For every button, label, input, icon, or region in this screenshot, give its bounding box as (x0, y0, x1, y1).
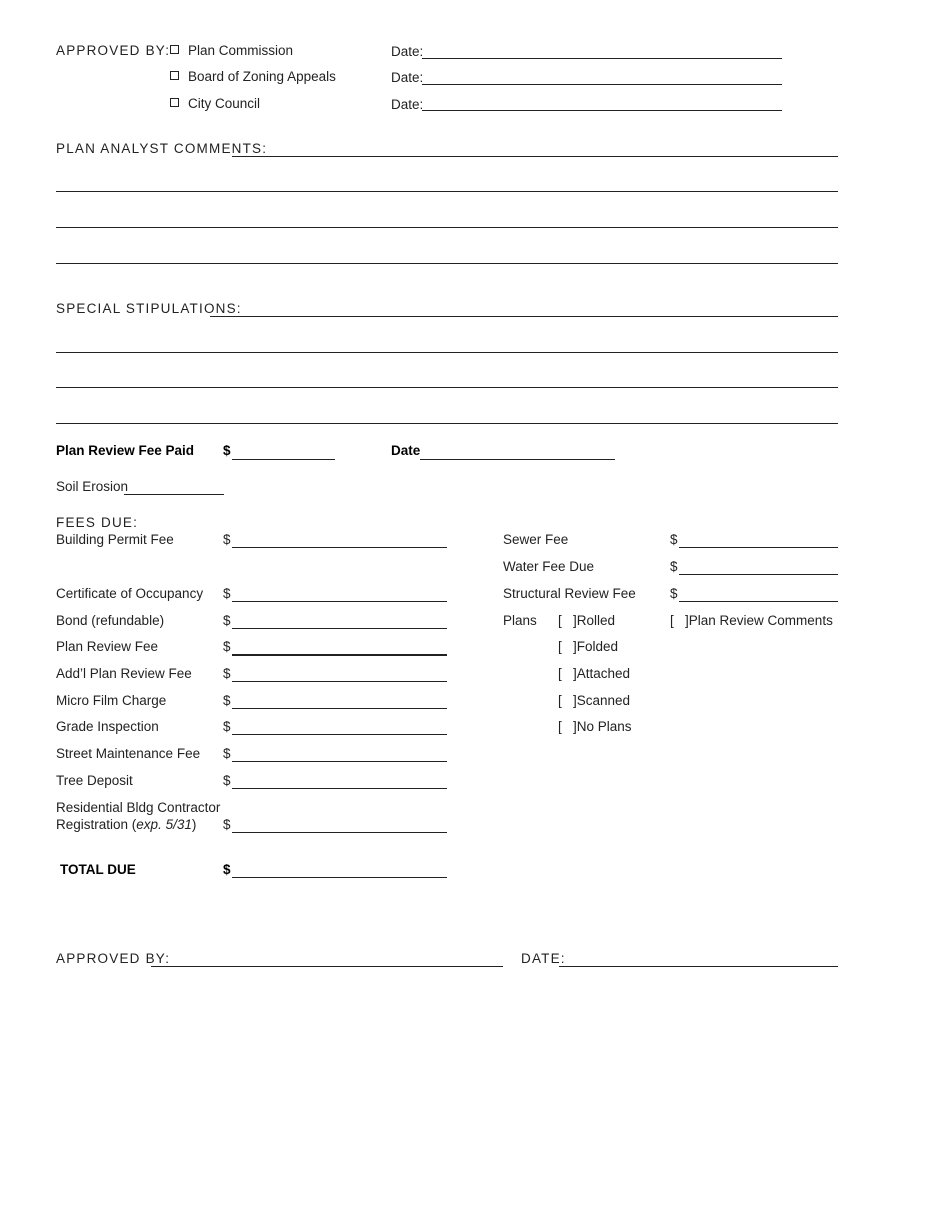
currency-symbol: $ (223, 693, 231, 708)
total-due-currency: $ (223, 862, 231, 877)
plan-review-fee-paid-label: Plan Review Fee Paid (56, 443, 195, 458)
plan-analyst-comments-line[interactable] (56, 227, 838, 228)
fee-label: Structural Review Fee (503, 586, 636, 601)
currency-symbol: $ (223, 746, 231, 761)
bracket-checkbox[interactable]: [ ] (558, 693, 577, 708)
currency-symbol: $ (223, 613, 231, 628)
city-council-date-label: Date: (391, 97, 424, 112)
plans-attached-option[interactable] (558, 666, 630, 682)
special-stipulations-line[interactable] (210, 316, 838, 317)
plans-folded-option[interactable] (558, 639, 618, 655)
fee-amount-field[interactable] (232, 734, 447, 735)
final-date-field[interactable] (559, 966, 838, 967)
bracket-checkbox[interactable]: [ ] (558, 639, 577, 654)
currency-symbol: $ (223, 817, 231, 832)
contractor-registration-amount-field[interactable] (232, 832, 447, 833)
final-approved-by-label: APPROVED BY: (56, 951, 171, 966)
fee-amount-field[interactable] (232, 654, 447, 656)
plans-rolled-option[interactable] (558, 613, 615, 629)
board-of-zoning-appeals-date-field[interactable] (422, 84, 782, 85)
fee-label: Plan Review Fee (56, 639, 159, 654)
contractor-registration-label-line1: Residential Bldg Contractor (56, 800, 221, 815)
fees-due-heading: FEES DUE: (56, 515, 139, 530)
special-stipulations-line[interactable] (56, 387, 838, 388)
fee-label: Add’l Plan Review Fee (56, 666, 192, 681)
plans-scanned-option[interactable] (558, 693, 630, 709)
currency-symbol: $ (223, 773, 231, 788)
registration-expiry: exp. 5/31 (136, 817, 192, 832)
board-of-zoning-appeals-label: Board of Zoning Appeals (188, 69, 336, 84)
fee-amount-field[interactable] (232, 788, 447, 789)
board-of-zoning-appeals-date-label: Date: (391, 70, 424, 85)
plan-analyst-comments-line[interactable] (56, 263, 838, 264)
option-label: Folded (576, 639, 619, 654)
plan-review-fee-paid-field[interactable] (232, 459, 335, 460)
plan-analyst-comments-line[interactable] (56, 191, 838, 192)
currency-symbol: $ (223, 586, 231, 601)
option-label: Attached (576, 666, 631, 681)
plan-review-fee-paid-currency: $ (223, 443, 231, 458)
plan-commission-label: Plan Commission (188, 43, 294, 58)
currency-symbol: $ (670, 532, 678, 547)
registration-suffix: ) (191, 817, 197, 832)
soil-erosion-field[interactable] (124, 494, 224, 495)
plans-no-plans-option[interactable] (558, 719, 632, 735)
fee-label: Tree Deposit (56, 773, 133, 788)
total-due-amount-field[interactable] (232, 877, 447, 878)
fee-amount-field[interactable] (679, 601, 838, 602)
fee-label: Water Fee Due (503, 559, 595, 574)
city-council-date-field[interactable] (422, 110, 782, 111)
currency-symbol: $ (223, 719, 231, 734)
currency-symbol: $ (223, 532, 231, 547)
special-stipulations-label: SPECIAL STIPULATIONS: (56, 301, 242, 316)
city-council-label: City Council (188, 96, 261, 111)
plan-commission-date-field[interactable] (422, 58, 782, 59)
fee-label: Building Permit Fee (56, 532, 174, 547)
fee-label: Certificate of Occupancy (56, 586, 204, 601)
plan-commission-checkbox[interactable] (170, 45, 179, 54)
currency-symbol: $ (670, 586, 678, 601)
bracket-checkbox[interactable]: [ ] (670, 613, 689, 628)
plan-review-comments-option[interactable] (670, 613, 833, 629)
plan-analyst-comments-label: PLAN ANALYST COMMENTS: (56, 141, 268, 156)
board-of-zoning-appeals-checkbox[interactable] (170, 71, 179, 80)
currency-symbol: $ (223, 639, 231, 654)
plan-review-fee-paid-date-label: Date (391, 443, 421, 458)
approved-by-label: APPROVED BY: (56, 43, 171, 58)
plan-analyst-comments-line[interactable] (232, 156, 838, 157)
fee-label: Micro Film Charge (56, 693, 167, 708)
fee-amount-field[interactable] (232, 708, 447, 709)
fee-amount-field[interactable] (232, 628, 447, 629)
option-label: No Plans (576, 719, 632, 734)
registration-prefix: Registration ( (56, 817, 137, 832)
option-label: Rolled (576, 613, 616, 628)
fee-amount-field[interactable] (232, 601, 447, 602)
fee-label: Street Maintenance Fee (56, 746, 201, 761)
fee-label: Sewer Fee (503, 532, 569, 547)
currency-symbol: $ (223, 666, 231, 681)
fee-amount-field[interactable] (679, 574, 838, 575)
option-label: Plan Review Comments (688, 613, 833, 628)
fee-amount-field[interactable] (232, 547, 447, 548)
plans-label: Plans (503, 613, 537, 628)
final-date-label: DATE: (521, 951, 566, 966)
bracket-checkbox[interactable]: [ ] (558, 613, 577, 628)
special-stipulations-line[interactable] (56, 423, 838, 424)
special-stipulations-line[interactable] (56, 352, 838, 353)
currency-symbol: $ (670, 559, 678, 574)
total-due-label: TOTAL DUE (60, 862, 136, 877)
bracket-checkbox[interactable]: [ ] (558, 719, 577, 734)
fee-amount-field[interactable] (232, 681, 447, 682)
final-approved-by-field[interactable] (151, 966, 503, 967)
fee-label: Grade Inspection (56, 719, 159, 734)
bracket-checkbox[interactable]: [ ] (558, 666, 577, 681)
fee-label: Bond (refundable) (56, 613, 165, 628)
plan-commission-date-label: Date: (391, 44, 424, 59)
soil-erosion-label: Soil Erosion (56, 479, 129, 494)
contractor-registration-label-line2 (56, 817, 196, 833)
option-label: Scanned (576, 693, 631, 708)
fee-amount-field[interactable] (232, 761, 447, 762)
fee-amount-field[interactable] (679, 547, 838, 548)
plan-review-fee-paid-date-field[interactable] (420, 459, 615, 460)
city-council-checkbox[interactable] (170, 98, 179, 107)
